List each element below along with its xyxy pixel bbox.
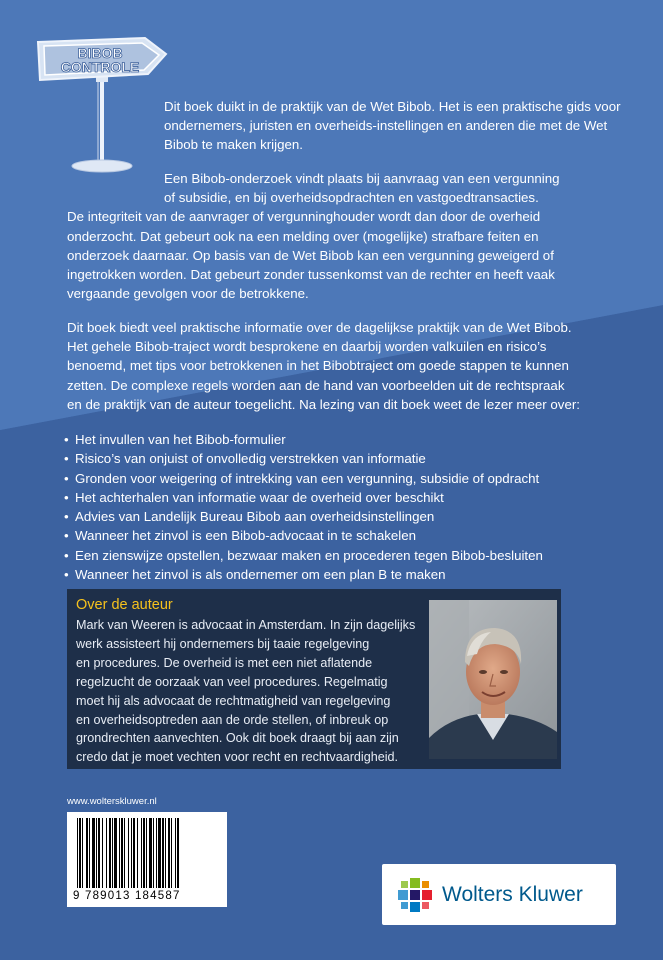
list-item: • Advies van Landelijk Bureau Bibob aan overheidsinstellingen [64,507,644,526]
topics-list [64,430,644,584]
barcode-bar [102,818,103,888]
isbn-barcode [67,812,227,907]
barcode-bar [124,818,125,888]
barcode-bar [96,818,97,888]
bullet-icon: • [64,528,69,544]
barcode-bar [77,818,78,888]
bio-line: moet hij als advocaat de rechtmatigheid van regelgeving [76,693,391,708]
sign-line-2: CONTROLE [60,59,140,75]
bullet-icon: • [64,489,69,505]
list-item: • Het invullen van het Bibob-formulier [64,430,644,449]
list-item: • Risico’s van onjuist of onvolledig verstrekken van informatie [64,449,644,468]
barcode-bar [121,818,123,888]
barcode-bar [109,818,111,888]
barcode-bar [168,818,170,888]
sign-line-1: BIBOB [77,45,123,61]
bullet-icon: • [64,470,69,486]
barcode-bar [131,818,132,888]
wolters-kluwer-logo-icon [397,877,433,913]
barcode-bar [112,818,113,888]
list-item: • Wanneer het zinvol is een Bibob-advocaat in te schakelen [64,526,644,545]
bullet-icon: • [64,509,69,525]
barcode-bar [171,818,172,888]
barcode-bar [89,818,90,888]
paragraph-line: Een Bibob-onderzoek vindt plaats bij aanvraag van een vergunning [164,171,560,186]
barcode-bar [119,818,120,888]
list-item: • Wanneer het zinvol is als ondernemer om een plan B te maken [64,565,644,584]
barcode-bar [92,818,95,888]
bio-line: grondrechten aanvechten. Ook dit boek draagt bij aan zijn [76,731,399,746]
bio-line: regelzucht de oorzaak van veel procedures. Regelmatig [76,674,388,689]
paragraph-line: zetten. De complexe regels worden aan de hand van voorbeelden uit de rechtspraak [67,377,565,393]
paragraph-line: ingetrokken worden. Dat gebeurt zonder tussenkomst van de rechter en heeft vaak [67,267,555,283]
paragraph-line: De integriteit van de aanvrager of vergunninghouder wordt dan door de overheid [67,209,541,225]
barcode-bar [137,818,138,888]
barcode-bar [158,818,161,888]
paragraph-line: benoemd, met tips voor betrokkenen in het Bibobtraject om goede stappen te kunnen [67,358,569,374]
bio-line: en overheidsoptreden aan de orde stellen, of inbreuk op [76,712,389,727]
paragraph-line: onderzoek daarnaar. Op basis van de Wet Bibob kan een vergunning geweigerd of [67,247,554,263]
intro-paragraph: Dit boek duikt in de praktijk van de Wet Bibob. Het is een praktische gids voor ondernemers, juristen en overheids-instellingen en anderen die met de Wet Bibob te maken krijgen. [164,99,621,153]
paragraph-line: Het gehele Bibob-traject wordt besprokene en daarbij worden valkuilen en risico’s [67,339,547,355]
paragraph-line: of subsidie, en bij overheidsopdrachten en vastgoedtransacties. [164,190,539,206]
barcode-bar [106,818,107,888]
bio-line: credo dat je moet vechten voor recht en rechtvaardigheid. [76,750,399,765]
barcode-bar [177,818,179,888]
list-item: • Een zienswijze opstellen, bezwaar maken en procederen tegen Bibob-besluiten [64,546,644,565]
bibob-controle-sign-icon [30,30,180,180]
barcode-bar [98,818,100,888]
bibob-explanation-paragraph [67,169,637,303]
author-portrait-photo [429,600,557,759]
barcode-bar [146,818,147,888]
paragraph-line: Dit boek biedt veel praktische informatie over de dagelijkse praktijk van de Wet Bibob. [67,320,572,335]
about-author-box [67,589,561,769]
barcode-bar [156,818,157,888]
list-item: • Gronden voor weigering of intrekking van een vergunning, subsidie of opdracht [64,469,644,488]
bullet-icon: • [64,567,69,583]
bio-line: Mark van Weeren is advocaat in Amsterdam. In zijn dagelijks [76,618,416,632]
barcode-bar [114,818,117,888]
barcode-bar [143,818,145,888]
publisher-website: www.wolterskluwer.nl [67,796,157,807]
paragraph-line: en de praktijk van de auteur toegelicht. Na lezing van dit boek weet de lezer meer over: [67,396,580,412]
publisher-logo-box [382,864,616,925]
bullet-icon: • [64,547,69,563]
publisher-name: Wolters Kluwer [442,883,583,906]
barcode-bar [86,818,88,888]
barcode-bar [133,818,135,888]
list-item: • Het achterhalen van informatie waar de overheid over beschikt [64,488,644,507]
barcode-bar [79,818,81,888]
bio-line: werk assisteert hij ondernemers bij taaie regelgeving [76,636,370,651]
barcode-bar [82,818,83,888]
bullet-icon: • [64,432,69,447]
barcode-bar [153,818,154,888]
barcode-bar [165,818,166,888]
barcode-bar [141,818,142,888]
barcode-bar [149,818,152,888]
author-bio [76,616,422,767]
barcode-bar [128,818,129,888]
barcode-bar [175,818,176,888]
isbn-number: 9 789013 184587 [73,890,181,902]
bio-line: en procedures. De overheid is met een niet aflatende [76,655,373,670]
book-content-paragraph [67,318,647,414]
author-heading: Over de auteur [76,597,173,613]
barcode-bar [162,818,164,888]
paragraph-line: vergaande gevolgen voor de betrokkene. [67,286,309,302]
bullet-icon: • [64,451,69,467]
paragraph-line: onderzocht. Dat gebeurt ook na een melding over (mogelijke) strafbare feiten en [67,228,539,244]
